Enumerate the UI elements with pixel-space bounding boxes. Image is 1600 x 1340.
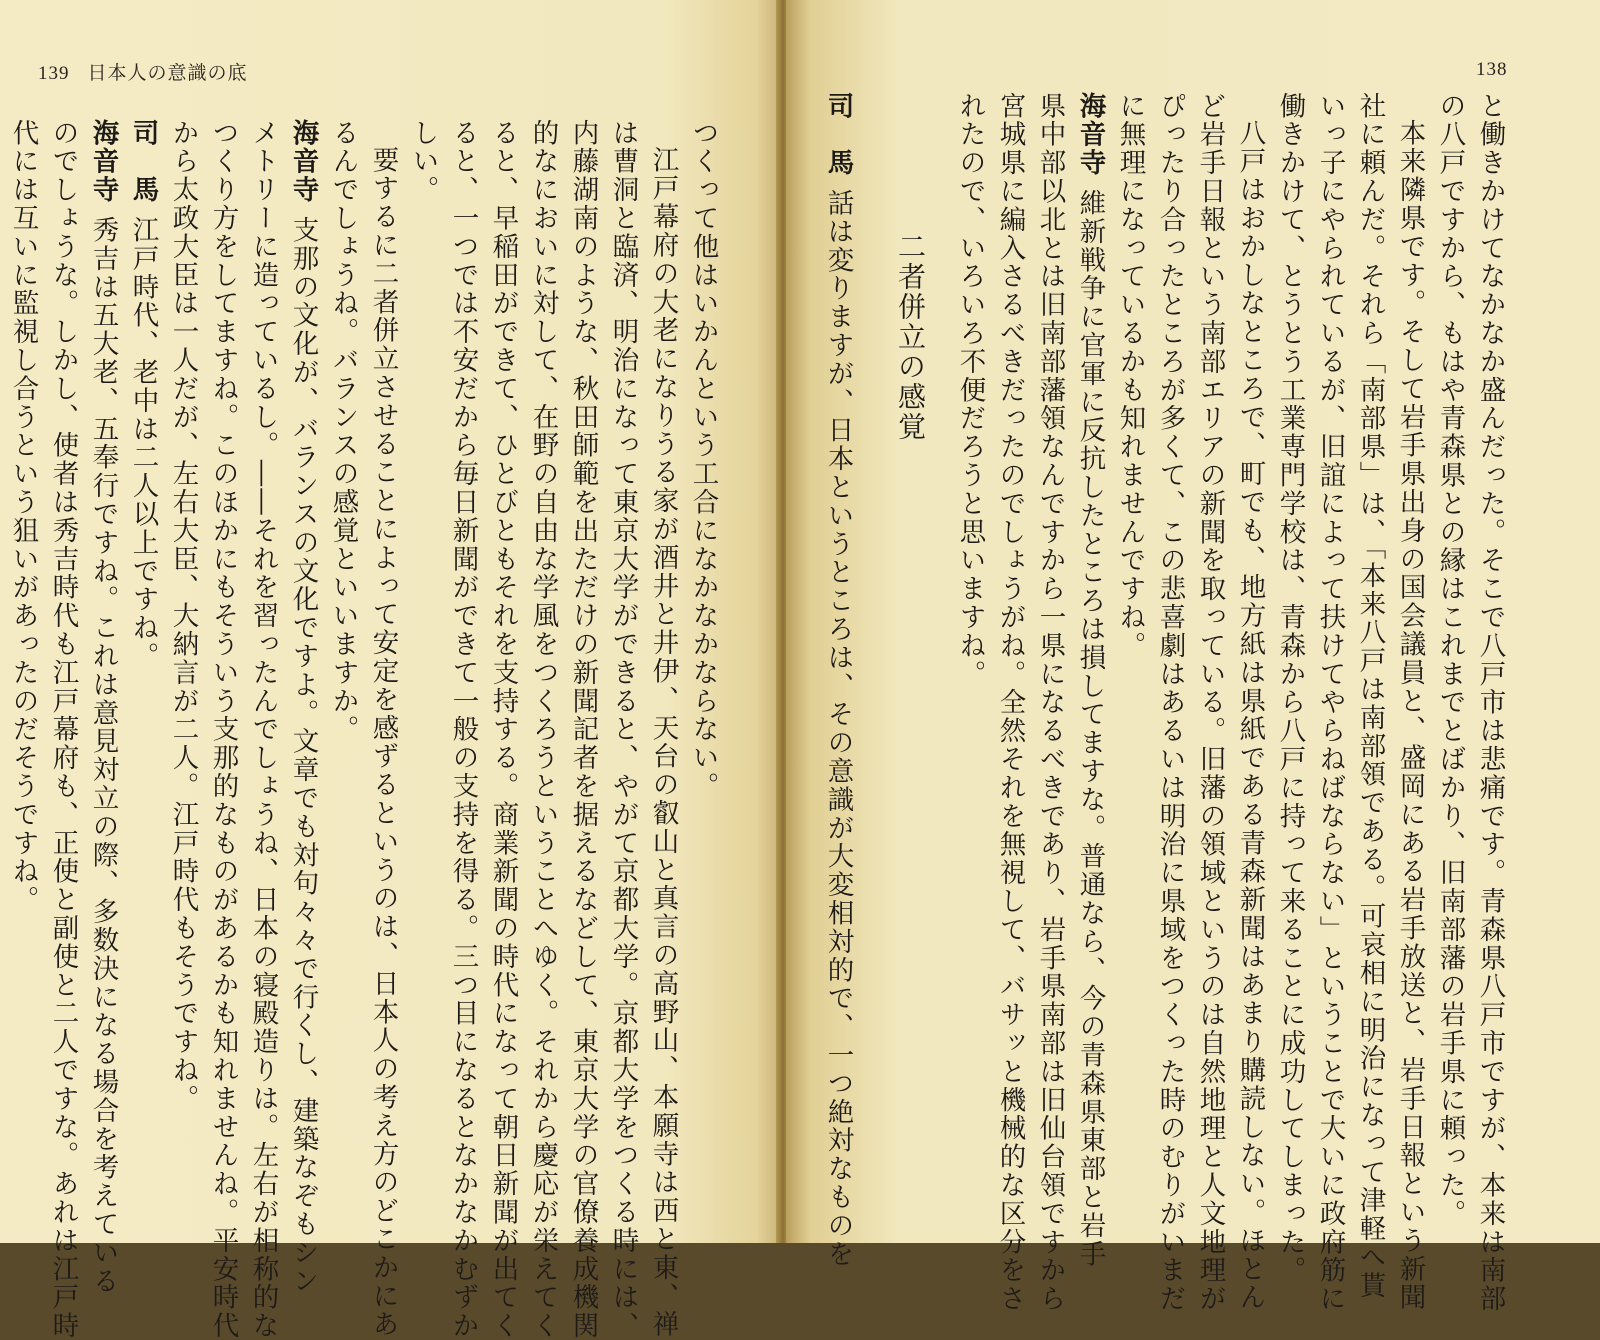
left-column-14: から太政大臣は一人だが、左右大臣、大納言が二人。江戸時代もそうですね。	[167, 119, 199, 1113]
left-column-3: は曹洞と臨済、明治になって東京大学ができると、やがて京都大学。京都大学をつくる時には、	[607, 119, 639, 1340]
left-column-5: 的なにおいに対して、在野の自由な学風をつくろうということへゆく。それから慶応が栄えてく	[527, 119, 559, 1340]
right-column-6: 働きかけて、とうとう工業専門学校は、青森から八戸に持って来ることに成功してしまった。	[1274, 92, 1306, 1285]
left-column-16: 海音寺秀吉は五大老、五奉行ですね。これは意見対立の際、多数決になる場合を考えている	[87, 119, 119, 1296]
left-column-15: 司 馬江戸時代、老中は二人以上ですね。	[127, 119, 159, 671]
right-column-7: 八戸はおかしなところで、町でも、地方紙は県紙である青森新聞はあまり購読しない。ほとん	[1234, 119, 1266, 1312]
speaker-label: 海音寺	[87, 119, 119, 205]
right-column-11: 海音寺維新戦争に官軍に反抗したところは損してますな。普通なら、今の青森県東部と岩手	[1074, 92, 1106, 1269]
speaker-label: 海音寺	[1074, 92, 1106, 178]
right-column-10: に無理になっているかも知れませんですね。	[1114, 92, 1146, 660]
right-column-16: 司 馬話は変りますが、日本というところは、その意識が大変相対的で、一つ絶対なものを	[822, 92, 854, 1269]
left-column-13: つくり方をしてますね。このほかにもそういう支那的なものがあるかも知れませんね。平安時代	[207, 119, 239, 1340]
right-column-1: と働きかけてなかなか盛んだった。そこで八戸市は悲痛です。青森県八戸市ですが、本来は南部	[1474, 92, 1506, 1314]
speaker-label: 海音寺	[287, 119, 319, 205]
left-column-6: ると、早稲田ができて、ひとびともそれを支持する。商業新聞の時代になって朝日新聞が出てく	[487, 119, 519, 1340]
right-column-9: ぴったり合ったところが多くて、この悲喜劇はあるいは明治に県域をつくった時のむりがいまだ	[1154, 92, 1186, 1314]
right-running-head	[1476, 58, 1508, 81]
left-column-7: ると、一つでは不安だから毎日新聞ができて一般の支持を得る。三つ目になるとなかなかむずか	[447, 119, 479, 1340]
left-column-12: メトリーに造っているし。――それを習ったんでしょうね、日本の寝殿造りは。左右が相称的な	[247, 119, 279, 1340]
right-column-2: の八戸ですから、もはや青森県との縁はこれまでとばかり、旧南部藩の岩手県に頼った。	[1434, 92, 1466, 1228]
right-column-13: 宮城県に編入さるべきだったのでしょうがね。全然それを無視して、バサッと機械的な区分をさ	[994, 92, 1026, 1314]
left-column-9: 要するに二者併立させることによって安定を感ずるというのは、日本人の考え方のどこかにあ	[367, 146, 399, 1339]
left-page	[0, 0, 780, 1340]
left-column-18: 代には互いに監視し合うという狙いがあったのだそうですね。	[7, 119, 39, 915]
right-column-12: 県中部以北とは旧南部藩領なんですから一県になるべきであり、岩手県南部は旧仙台領ですから	[1034, 92, 1066, 1314]
speaker-label: 司 馬	[822, 92, 854, 178]
speaker-label: 司 馬	[127, 119, 159, 205]
left-column-4: 内藤湖南のような、秋田師範を出ただけの新聞記者を据えるなどして、東京大学の官僚養成機関	[567, 119, 599, 1340]
right-column-4: 社に頼んだ。それら「南部県」は、「本来八戸は南部領である。可哀相に明治になって津軽へ貰	[1354, 92, 1386, 1300]
right-column-8: ど岩手日報という南部エリアの新聞を取っている。旧藩の領域というのは自然地理と人文地理が	[1194, 92, 1226, 1314]
left-column-8: しい。	[407, 119, 439, 205]
running-title: 日本人の意識の底	[87, 62, 248, 84]
right-column-5: いっ子にやられているが、旧誼によって扶けてやらねばならない」ということで大いに政府筋に	[1314, 92, 1346, 1314]
left-column-10: るんでしょうね。バランスの感覚といいますか。	[327, 119, 359, 744]
section-heading: 二者併立の感覚	[894, 232, 927, 442]
right-page	[786, 0, 1600, 1314]
right-column-3: 本来隣県です。そして岩手県出身の国会議員と、盛岡にある岩手放送と、岩手日報という新聞	[1394, 119, 1426, 1312]
right-column-14: れたので、いろいろ不便だろうと思いますね。	[954, 92, 986, 689]
left-column-1: つくって他はいかんという工合になかなかならない。	[687, 119, 719, 801]
left-column-17: のでしょうな。しかし、使者は秀吉時代も江戸幕府も、正使と副使と二人ですな。あれは江戸時	[47, 119, 79, 1340]
left-column-2: 江戸幕府の大老になりうる家が酒井と井伊、天台の叡山と真言の高野山、本願寺は西と東、禅	[647, 146, 679, 1339]
left-column-11: 海音寺支那の文化が、バランスの文化ですよ。文章でも対句々々で行くし、建築なぞもシン	[287, 119, 319, 1296]
right-page-number: 138	[1476, 59, 1508, 80]
left-page-number: 139	[38, 63, 70, 84]
left-running-head	[38, 58, 248, 85]
